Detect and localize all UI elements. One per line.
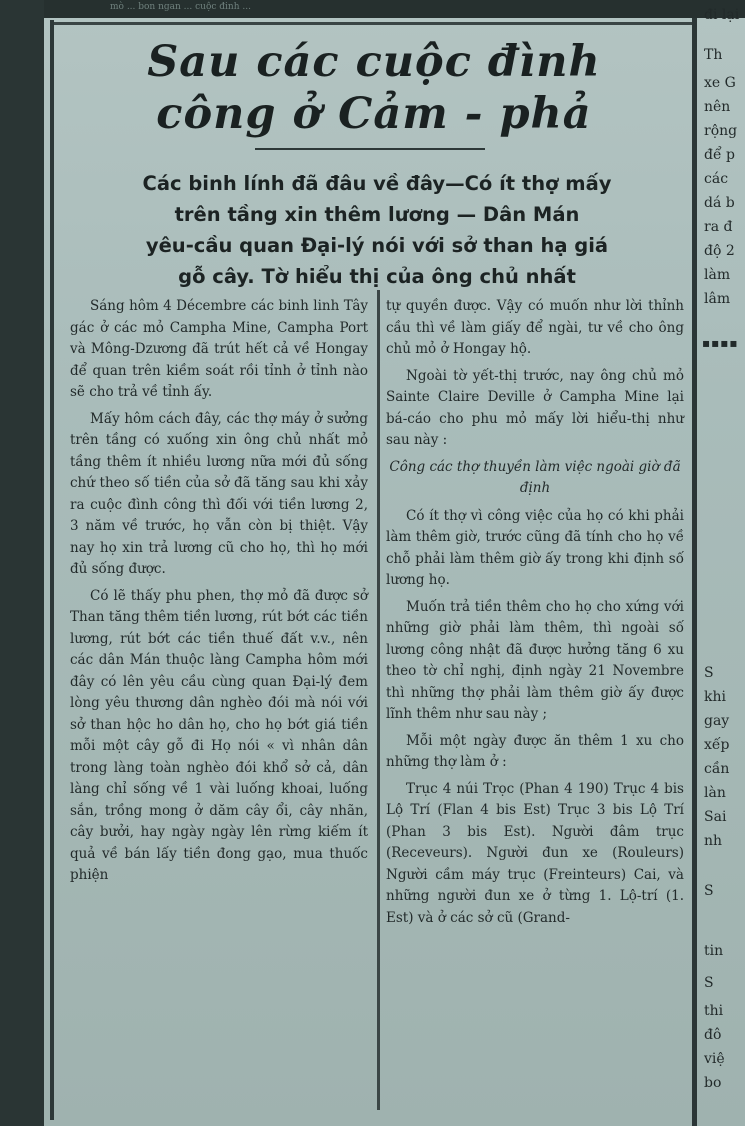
fragment: để p (704, 147, 735, 163)
fragment: khi (704, 689, 726, 705)
fragment: đi lại (704, 7, 740, 23)
title-line-2: công ở Cảm - phả (156, 89, 592, 139)
left-column (70, 296, 368, 892)
paragraph-continued: tự quyền được. Vậy có muốn như lời thỉnh cầu thì về làm giấy để ngài, tư về cho ông chủ mỏ ở Hongay hộ. (386, 298, 684, 357)
fragment: xếp (704, 737, 730, 753)
article-title (60, 36, 688, 140)
left-margin-shadow (0, 0, 44, 1126)
fragment: xe G (704, 75, 736, 91)
adjacent-column-strip (697, 0, 745, 1126)
top-strip (0, 0, 745, 18)
fragment: làn (704, 785, 726, 801)
fragment: bo (704, 1075, 722, 1091)
column-rule-middle (377, 290, 380, 1110)
section-subheading: Công các thợ thuyền làm việc ngoài giờ đã định (389, 458, 681, 496)
paragraph: Mỗi một ngày được ăn thêm 1 xu cho những thợ làm ở : (386, 732, 684, 770)
title-line-1: Sau các cuộc đình (147, 37, 601, 87)
fragment: S (704, 883, 714, 899)
fragment: nh (704, 833, 723, 849)
fragment: độ 2 (704, 243, 735, 259)
top-rule (54, 22, 694, 25)
right-column (386, 296, 684, 934)
fragment: đô (704, 1027, 722, 1043)
paragraph: Trục 4 núi Trọc (Phan 4 190) Trục 4 bis Lộ Trí (Flan 4 bis Est) Trục 3 bis Lộ Trí (Phan 3 bis Est). Người đâm trục (Receveurs). Người đun xe (Rouleurs) Người cầm máy trục (Freinteurs) Cai, và những người đun xe ở từng 1. Lộ-trí (1. Est) và ở các sở cũ (Grand- (386, 780, 684, 926)
paragraph: Có lẽ thấy phu phen, thợ mỏ đã được sở Than tăng thêm tiền lương, rút bớt các tiền lương, rút bớt các tiền thuế đất v.v., nên các dân Mán thuộc làng Campha hôm mới đây có lên yêu cầu cùng quan Đại-lý đem lòng yêu thương dân nghèo đói mà nói với sở than hộc ho dân họ, cho họ bớt giá tiền mỗi một cây gỗ đi Họ nói « vì nhân dân trong làng toàn nghèo đói khổ sở cả, dân làng chỉ sống về 1 vài luống khoai, luống sắn, trồng mong ở dăm cây ổi, cây nhãn, cây bưởi, hay ngày ngày lên rừng kiếm ít quả về bán lấy tiền đong gạo, mua thuốc phiện (70, 587, 368, 883)
fragment: ra đ (704, 219, 733, 235)
fragment: thi (704, 1003, 724, 1019)
fragment: các (704, 171, 729, 187)
fragment: Th (704, 47, 723, 63)
fragment: Sai (704, 809, 727, 825)
subtitle-line: yêu-cầu quan Đại-lý nói với sở than hạ giá (145, 234, 609, 257)
subtitle-line: gỗ cây. Tờ hiểu thị của ông chủ nhất (178, 265, 576, 288)
fragment: việ (704, 1051, 725, 1067)
paragraph: Có ít thợ vì công việc của họ có khi phải làm thêm giờ, trước cũng đã tính cho họ về chỗ phải làm thêm giờ ấy trong khi định số lương họ. (386, 507, 684, 588)
fragment: làm (704, 267, 731, 283)
title-underline (255, 148, 485, 150)
subtitle-line: trên tầng xin thêm lương — Dân Mán (174, 203, 580, 226)
fragment: lâm (704, 291, 731, 307)
paragraph: Sáng hôm 4 Décembre các binh linh Tây gác ở các mỏ Campha Mine, Campha Port và Mông-Dzương đã trút hết cả về Hongay để quan trên kiềm soát rồi tỉnh ở tỉnh nào sẽ cho trả về tỉnh ấy. (70, 298, 368, 400)
paragraph: Mấy hôm cách đây, các thợ máy ở sưởng trên tầng có xuống xin ông chủ nhất mỏ tầng thêm ít nhiều lương nữa mới đủ sống chứ theo số tiền của sở đã tăng sau khi xảy ra cuộc đình công thì đối với tiền lương 2, 3 năm về trước, họ vẫn còn bị thiệt. Vậy nay họ xin trả lương cũ cho họ, thì họ mới đủ sống được. (70, 410, 368, 577)
paragraph: Ngoài tờ yết-thị trước, nay ông chủ mỏ Sainte Claire Deville ở Campha Mine lại bá-cáo cho phu mỏ mấy lời hiểu-thị như sau này : (386, 367, 684, 448)
fragment: S (704, 665, 714, 681)
fragment: nên (704, 99, 731, 115)
fragment: rộng (704, 123, 738, 139)
fragment: tin (704, 943, 724, 959)
column-rule-left (50, 20, 54, 1120)
fragment: gay (704, 713, 730, 729)
header-strip-text: mò ... bon ngan ... cuộc đinh ... (110, 2, 251, 12)
fragment: S (704, 975, 714, 991)
paragraph: Muốn trả tiền thêm cho họ cho xứng với những giờ phải làm thêm, thì ngoài số lương công nhật đã được hưởng tăng 6 xu theo tờ chỉ nghị, định ngày 21 Novembre thì những thợ phải làm thêm giờ ấy được lĩnh thêm như sau này ; (386, 598, 684, 722)
article-subtitle (78, 168, 676, 292)
fragment: dá b (704, 195, 735, 211)
fragment: cần (704, 761, 730, 777)
subtitle-line: Các binh lính đã đâu về đây—Có ít thợ mấy (142, 172, 612, 195)
section-divider: ▪▪▪▪ (702, 336, 739, 350)
